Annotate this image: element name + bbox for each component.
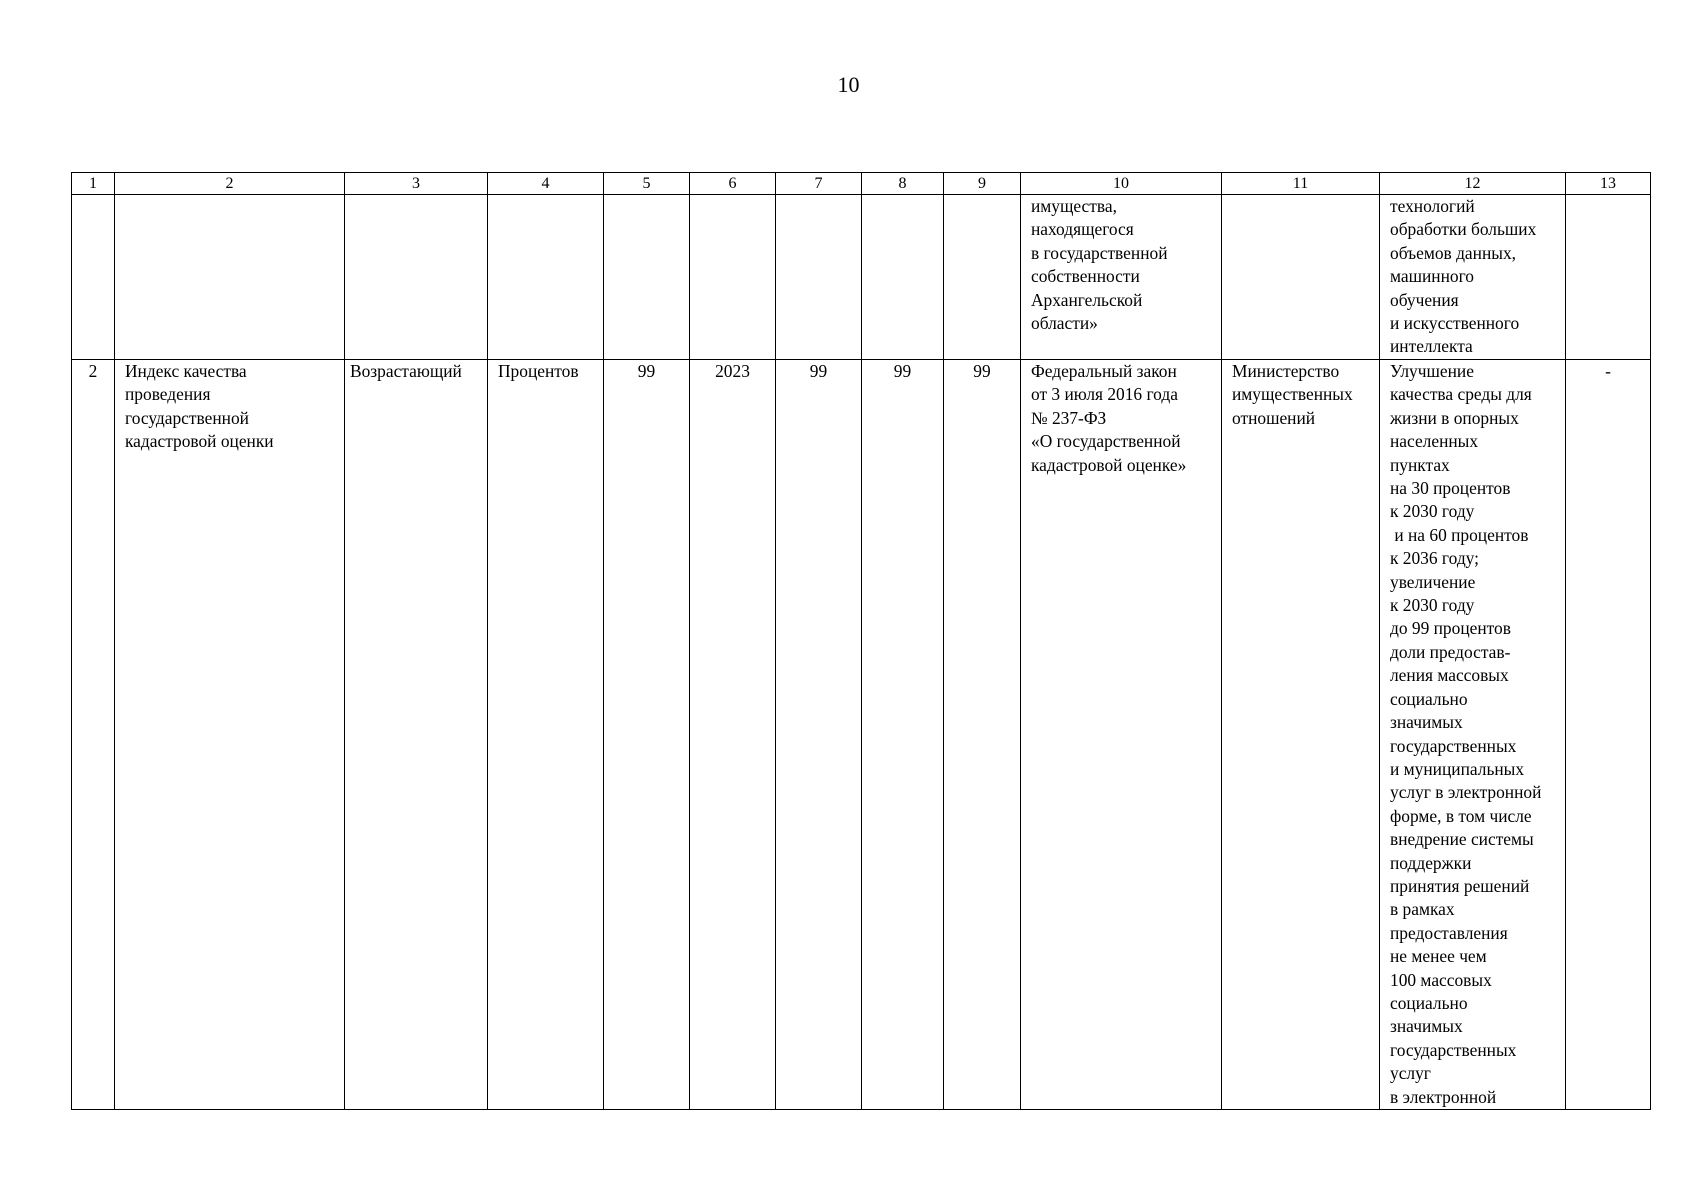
value-cell: 99 xyxy=(604,360,690,1110)
cell-text-line: внедрение системы xyxy=(1390,829,1534,850)
column-header: 2 xyxy=(115,173,345,195)
national-goal-cell xyxy=(1380,195,1566,360)
cell-text-line: № 237-ФЗ xyxy=(1031,407,1107,428)
column-header: 4 xyxy=(488,173,604,195)
column-header: 12 xyxy=(1380,173,1566,195)
column-header: 5 xyxy=(604,173,690,195)
cell-text-line: и искусственного xyxy=(1390,313,1520,334)
column-header: 3 xyxy=(345,173,488,195)
cell-text-line: услуг в электронной xyxy=(1390,782,1542,803)
cell-text-line: населенных xyxy=(1390,431,1479,452)
cell-text-line: в рамках xyxy=(1390,899,1455,920)
table-cell xyxy=(776,195,862,360)
cell-text-line: в электронной xyxy=(1390,1086,1497,1107)
cell-text-line: собственности xyxy=(1031,266,1140,287)
table-cell xyxy=(488,195,604,360)
cell-text-line: проведения xyxy=(125,384,211,405)
cell-text-line: обработки больших xyxy=(1390,219,1537,240)
cell-text-line: машинного xyxy=(1390,266,1475,287)
cell-text-line: качества среды для xyxy=(1390,384,1532,405)
cell-text-line: в государственной xyxy=(1031,242,1168,263)
indicators-table xyxy=(71,172,1651,1110)
value-cell: 99 xyxy=(862,360,944,1110)
cell-text-line: 100 массовых xyxy=(1390,969,1492,990)
page-number: 10 xyxy=(837,72,860,97)
cell-text-line: на 30 процентов xyxy=(1390,478,1511,499)
cell-text-line: не менее чем xyxy=(1390,946,1487,967)
cell-text-line: от 3 июля 2016 года xyxy=(1031,384,1178,405)
cell-text-line: технологий xyxy=(1390,196,1475,216)
cell-text-line: к 2036 году; xyxy=(1390,548,1479,569)
column-header: 10 xyxy=(1021,173,1222,195)
cell-text-line: государственной xyxy=(125,407,249,428)
value-cell: 99 xyxy=(776,360,862,1110)
column-header: 9 xyxy=(944,173,1021,195)
table-cell xyxy=(944,195,1021,360)
cell-text-line: отношений xyxy=(1232,407,1316,428)
cell-text-line: государственных xyxy=(1390,735,1517,756)
trend-cell: Возрастающий xyxy=(345,360,488,1110)
cell-text-line: объемов данных, xyxy=(1390,242,1516,263)
cell-text-line: к 2030 году xyxy=(1390,595,1475,616)
cell-text-line: «О государственной xyxy=(1031,431,1181,452)
note-cell: - xyxy=(1566,360,1651,1110)
cell-text-line: к 2030 году xyxy=(1390,501,1475,522)
cell-text-line: форме, в том числе xyxy=(1390,805,1532,826)
national-goal-cell xyxy=(1380,360,1566,1110)
cell-text-line: социально xyxy=(1390,992,1468,1013)
cell-text-line: Улучшение xyxy=(1390,361,1474,381)
column-header: 11 xyxy=(1222,173,1380,195)
column-number-row xyxy=(72,173,1651,195)
cell-text-line: области» xyxy=(1031,313,1098,334)
column-header: 6 xyxy=(690,173,776,195)
cell-text-line: Федеральный закон xyxy=(1031,361,1177,381)
column-header: 7 xyxy=(776,173,862,195)
cell-text-line: Архангельской xyxy=(1031,289,1143,310)
cell-text-line: пунктах xyxy=(1390,454,1450,475)
row-number-cell: 2 xyxy=(72,360,115,1110)
cell-text-line: до 99 процентов xyxy=(1390,618,1511,639)
column-header: 13 xyxy=(1566,173,1651,195)
cell-text-line: и муниципальных xyxy=(1390,758,1525,779)
cell-text-line: жизни в опорных xyxy=(1390,407,1519,428)
cell-text-line: доли предостав- xyxy=(1390,641,1511,662)
indicator-name-cell xyxy=(115,360,345,1110)
column-header: 8 xyxy=(862,173,944,195)
table-row xyxy=(72,195,1651,360)
year-cell: 2023 xyxy=(690,360,776,1110)
cell-text-line: социально xyxy=(1390,688,1468,709)
value-cell: 99 xyxy=(944,360,1021,1110)
column-header: 1 xyxy=(72,173,115,195)
cell-text-line: кадастровой оценке» xyxy=(1031,454,1187,475)
table-row xyxy=(72,360,1651,1110)
legal-basis-cell xyxy=(1021,195,1222,360)
cell-text-line: Индекс качества xyxy=(125,361,247,381)
table-cell xyxy=(862,195,944,360)
cell-text-line: и на 60 процентов xyxy=(1390,524,1529,545)
cell-text-line: услуг xyxy=(1390,1063,1431,1084)
cell-text-line: значимых xyxy=(1390,1016,1463,1037)
cell-text-line: увеличение xyxy=(1390,571,1476,592)
table-cell xyxy=(345,195,488,360)
cell-text-line: Министерство xyxy=(1232,361,1340,381)
cell-text-line: поддержки xyxy=(1390,852,1472,873)
table-cell xyxy=(1222,195,1380,360)
cell-text-line: находящегося xyxy=(1031,219,1134,240)
table-cell xyxy=(72,195,115,360)
responsible-body-cell xyxy=(1222,360,1380,1110)
legal-basis-cell xyxy=(1021,360,1222,1110)
cell-text-line: ления массовых xyxy=(1390,665,1509,686)
cell-text-line: государственных xyxy=(1390,1039,1517,1060)
cell-text-line: интеллекта xyxy=(1390,336,1473,357)
cell-text-line: имущественных xyxy=(1232,384,1353,405)
cell-text-line: принятия решений xyxy=(1390,875,1530,896)
table-cell xyxy=(1566,195,1651,360)
table-cell xyxy=(604,195,690,360)
cell-text-line: обучения xyxy=(1390,289,1459,310)
table-cell xyxy=(690,195,776,360)
cell-text-line: имущества, xyxy=(1031,196,1117,216)
unit-cell: Процентов xyxy=(488,360,604,1110)
cell-text-line: кадастровой оценки xyxy=(125,431,274,452)
cell-text-line: значимых xyxy=(1390,712,1463,733)
table-cell xyxy=(115,195,345,360)
cell-text-line: предоставления xyxy=(1390,922,1508,943)
